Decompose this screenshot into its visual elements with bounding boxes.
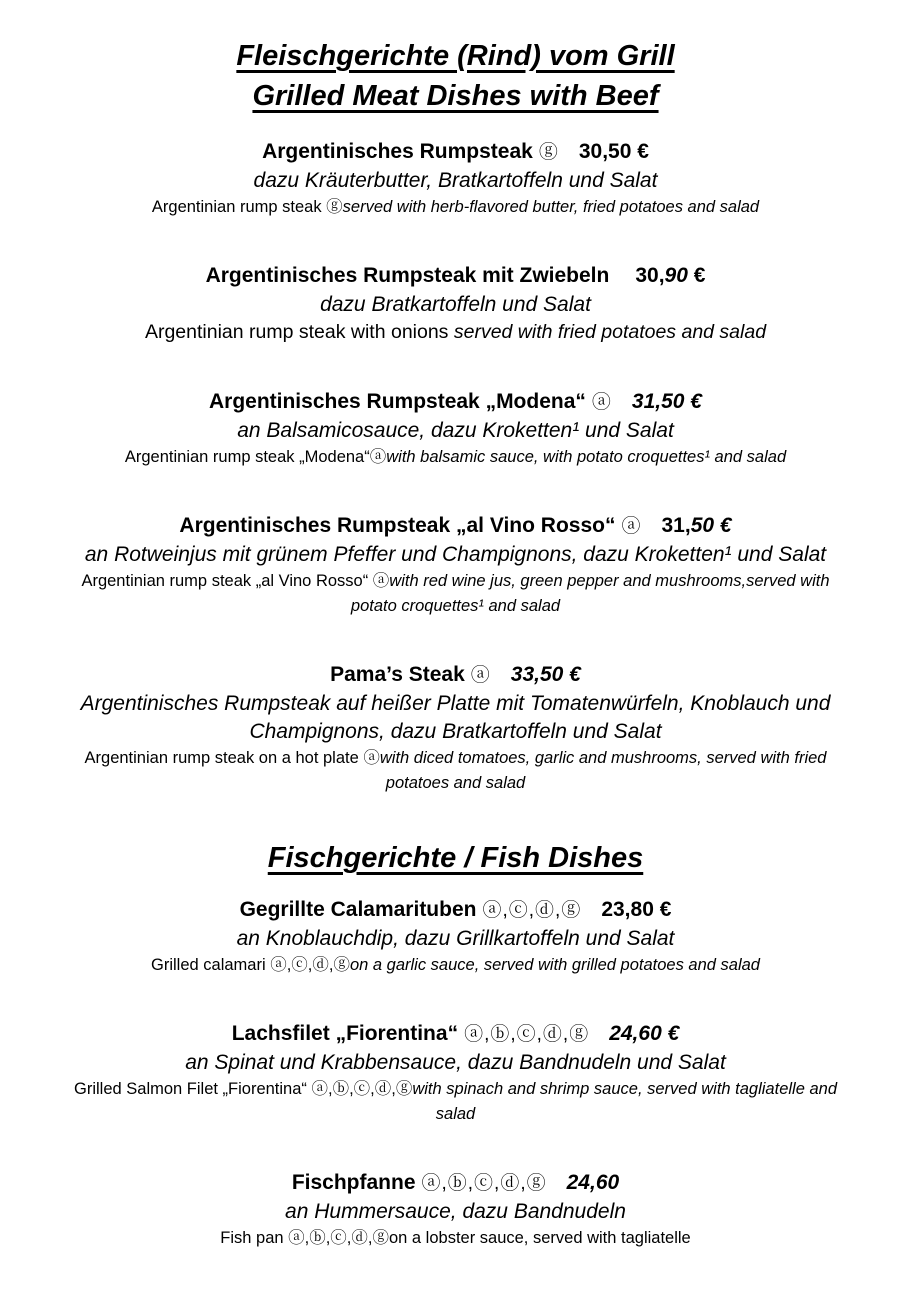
allergen-codes: ⓐ [591, 392, 612, 413]
dish-price: 31,50 € [631, 390, 702, 413]
dish-name: Argentinisches Rumpsteak „Modena“ [208, 390, 586, 413]
description-german: an Balsamicosauce, dazu Kroketten¹ und Salat [237, 419, 674, 442]
description-german: an Spinat und Krabbensauce, dazu Bandnudeln und Salat [185, 1051, 726, 1074]
menu-item [0, 1169, 911, 1251]
dish-title [0, 138, 911, 167]
dish-title [0, 512, 911, 541]
menu-item [0, 388, 911, 470]
section-title-de: Fleischgerichte (Rind) vom Grill [236, 40, 675, 72]
dish-title [0, 896, 911, 925]
allergen-codes: ⓐ [621, 516, 642, 537]
description-german: an Hummersauce, dazu Bandnudeln [285, 1200, 626, 1223]
menu-item [0, 512, 911, 619]
description-german: dazu Kräuterbutter, Bratkartoffeln und Salat [253, 169, 658, 192]
description-english: Fish pan ⓐ,ⓑ,ⓒ,ⓓ,ⓖon a lobster sauce, served with tagliatelle [220, 1229, 691, 1247]
description-german: an Rotweinjus mit grünem Pfeffer und Champignons, dazu Kroketten¹ und Salat [84, 543, 827, 566]
description-english: Argentinian rump steak „Modena“ⓐwith balsamic sauce, with potato croquettes¹ and salad [124, 448, 787, 466]
menu-item [0, 1020, 911, 1127]
section-header-fish [0, 838, 911, 878]
dish-price: 23,80 € [601, 898, 672, 921]
description-german: an Knoblauchdip, dazu Grillkartoffeln und Salat [236, 927, 675, 950]
dish-price: 31,50 € [661, 514, 732, 537]
section-title-de: Fischgerichte / Fish Dishes [267, 842, 644, 874]
allergen-codes: ⓐ,ⓑ,ⓒ,ⓓ,ⓖ [421, 1173, 547, 1194]
dish-price: 30,50 € [578, 140, 649, 163]
description-english: Argentinian rump steak „al Vino Rosso“ ⓐwith red wine jus, green pepper and mushrooms,served with potato croquettes¹ and salad [81, 572, 830, 615]
description-english: Grilled calamari ⓐ,ⓒ,ⓓ,ⓖon a garlic sauce, served with grilled potatoes and salad [151, 956, 760, 974]
menu-item [0, 138, 911, 220]
dish-name: Fischpfanne [291, 1171, 416, 1194]
dish-title [0, 388, 911, 417]
dish-name: Lachsfilet „Fiorentina“ [231, 1022, 459, 1045]
description-german: Argentinisches Rumpsteak auf heißer Platte mit Tomatenwürfeln, Knoblauch und Champignons, dazu Bratkartoffeln und Salat [80, 692, 831, 743]
dish-name: Argentinisches Rumpsteak mit Zwiebeln [205, 264, 610, 287]
section-title-en: Grilled Meat Dishes with Beef [252, 80, 659, 112]
dish-name: Argentinisches Rumpsteak „al Vino Rosso“ [179, 514, 616, 537]
dish-title [0, 661, 911, 690]
description-english: Grilled Salmon Filet „Fiorentina“ ⓐ,ⓑ,ⓒ,ⓓ,ⓖwith spinach and shrimp sauce, served with tagliatelle and salad [74, 1080, 837, 1123]
allergen-codes: ⓐ,ⓑ,ⓒ,ⓓ,ⓖ [464, 1024, 590, 1045]
description-english: Argentinian rump steak with onions served with fried potatoes and salad [144, 321, 767, 343]
menu-item [0, 661, 911, 796]
allergen-codes: ⓐ [470, 665, 491, 686]
dish-price: 33,50 € [510, 663, 581, 686]
menu-item [0, 262, 911, 346]
allergen-codes: ⓖ [538, 142, 559, 163]
description-english: Argentinian rump steak on a hot plate ⓐwith diced tomatoes, garlic and mushrooms, served with fried potatoes and salad [84, 749, 827, 792]
dish-price: 24,60 € [609, 1022, 680, 1045]
dish-title [0, 1169, 911, 1198]
section-header-meat [0, 36, 911, 116]
menu-item [0, 896, 911, 978]
dish-name: Pama’s Steak [330, 663, 465, 686]
description-english: Argentinian rump steak ⓖserved with herb-flavored butter, fried potatoes and salad [151, 198, 760, 216]
dish-title [0, 262, 911, 291]
dish-title [0, 1020, 911, 1049]
allergen-codes: ⓐ,ⓒ,ⓓ,ⓖ [482, 900, 582, 921]
dish-name: Argentinisches Rumpsteak [262, 140, 533, 163]
description-german: dazu Bratkartoffeln und Salat [320, 293, 591, 316]
dish-price: 24,60 [566, 1171, 620, 1194]
dish-name: Gegrillte Calamarituben [239, 898, 477, 921]
dish-price: 30,90 € [635, 264, 706, 287]
